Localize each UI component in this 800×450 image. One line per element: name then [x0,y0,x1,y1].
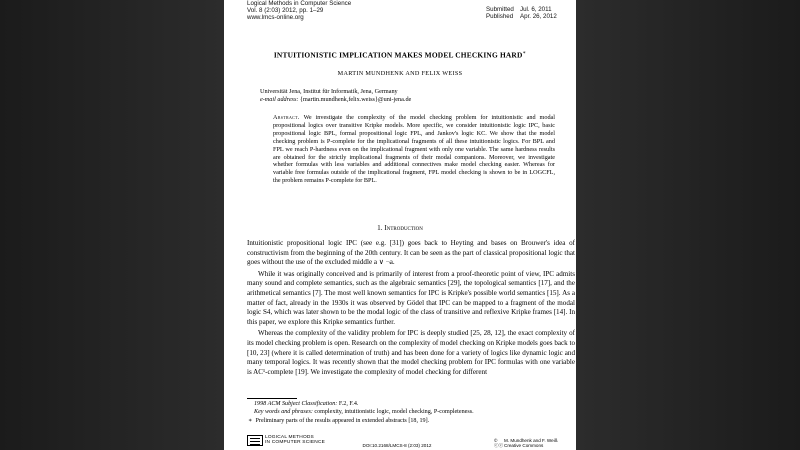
abstract [273,114,555,185]
creative-commons-icon: ⓒⓒ [494,443,504,449]
section-title: Introduction [384,224,423,232]
lmcs-logo-icon [247,435,263,446]
paragraph: While it was originally conceived and is primarily of interest from a proof-theoretic point of view, IPC admits many sound and complete semantics, such as the algebraic semantics [29], the topological semantics [17], and the arithmetical semantics [7]. The most well known semantics for IPC is Kripke's possible world semantics [15]. As a matter of fact, already in the 1930s it was observed by Gödel that IPC can be mapped to a fragment of the modal logic S4, which was later shown to be the modal logic of the class of transitive and reflexive Kripke frames [14]. In this paper, we explore this Kripke semantics further. [247,269,575,327]
viewer-background-left [0,0,224,450]
journal-website[interactable]: www.lmcs-online.org [247,14,304,21]
doi-link[interactable]: DOI:10.2168/LMCS-8 (2:03) 2012 [362,443,432,448]
copyright-holder: M. Mundhenk and F. Weiß [504,438,558,443]
paper-title [224,50,576,59]
keywords-value: complexity, intuitionistic logic, model checking, P-completeness. [314,409,474,416]
email-address[interactable]: {martin.mundhenk,felix.weiss}@uni-jena.de [299,96,412,103]
acm-classification-label: 1998 ACM Subject Classification: [254,401,338,407]
footnotes [248,400,574,425]
submitted-date: Jul. 6, 2011 [520,6,552,13]
abstract-text: We investigate the complexity of the model checking problem for intuitionistic and modal propositional logics over transitive Kripke models. More specific, we consider intuitionistic logic IPC, basic propositional logic BPL, formal propositional logic FPL, and Jankov's logic KC. We show that the model checking problem is P-complete for the implicational fragments of all these intuitionistic logics. For BPL and FPL we reach P-hardness even on the implicational fragment with only one variable. The same hardness results are obtained for the strictly implicational fragments of their modal companions. Moreover, we investigate whether formulas with less variables and additional connectives make model checking easier. Whereas for variable free formulas outside of the implicational fragment, FPL model checking is shown to be in LOGCFL, the problem remains P-complete for BPL. [273,114,556,185]
logo-line-2: IN COMPUTER SCIENCE [265,440,326,446]
paragraph: Whereas the complexity of the validity problem for IPC is deeply studied [25, 28, 12], the exact complexity of its model checking problem is open. Research on the complexity of model checking on Kripke models goes back to [10, 23] (where it is called determination of truth) and has been done for a variety of logics like dynamic logic and many temporal logics. It was recently shown that the model checking problem for IPC formulas with one variable is AC¹-complete [19]. We investigate the complexity of model checking for different [247,329,576,377]
paper-title-text: INTUITIONISTIC IMPLICATION MAKES MODEL CHECKING HARD [273,50,523,60]
viewer-background-right [576,0,800,450]
email-label: e-mail address: [260,96,299,103]
published-label: Published [486,13,514,20]
published-date: Apr. 26, 2012 [520,13,557,20]
dates-header [486,6,557,20]
abstract-label: Abstract. [273,114,300,121]
lmcs-logo-text [265,435,325,445]
paper-page[interactable] [224,0,576,450]
license-text[interactable]: Creative Commons [504,443,544,449]
journal-name: Logical Methods in Computer Science [247,0,352,7]
page-footer [224,432,576,450]
section-number: 1. [377,224,383,232]
acm-classification-value: F.2, F.4. [338,401,359,407]
affiliation-block [260,88,411,104]
journal-volume: Vol. 8 (2:03) 2012, pp. 1–29 [247,7,324,14]
copyright-icon: © [494,438,498,443]
paragraph: Intuitionistic propositional logic IPC (see e.g. [31]) goes back to Heyting and bases on Brouwer's idea of constructivism from the beginning of the 20th century. It can be seen as the part of classical propositional logic that goes without the use of the excluded middle a ∨ ¬a. [247,239,575,267]
title-footnote-mark[interactable]: ∗ [522,51,527,56]
section-heading [224,224,576,232]
affiliation-institution: Universität Jena, Institut für Informatik, Jena, Germany [260,88,398,95]
keywords-label: Key words and phrases: [254,409,313,416]
logo-line-1: LOGICAL METHODS [265,435,314,440]
body-text [247,239,575,378]
footnote-rule [247,398,297,399]
license-block [494,438,558,449]
journal-header [247,0,351,21]
footnote-star: ∗ [248,417,253,424]
preliminary-note: Preliminary parts of the results appeared in extended abstracts [18, 19]. [255,417,430,424]
paper-authors: MARTIN MUNDHENK AND FELIX WEISS [337,70,463,77]
submitted-label: Submitted [486,6,514,13]
